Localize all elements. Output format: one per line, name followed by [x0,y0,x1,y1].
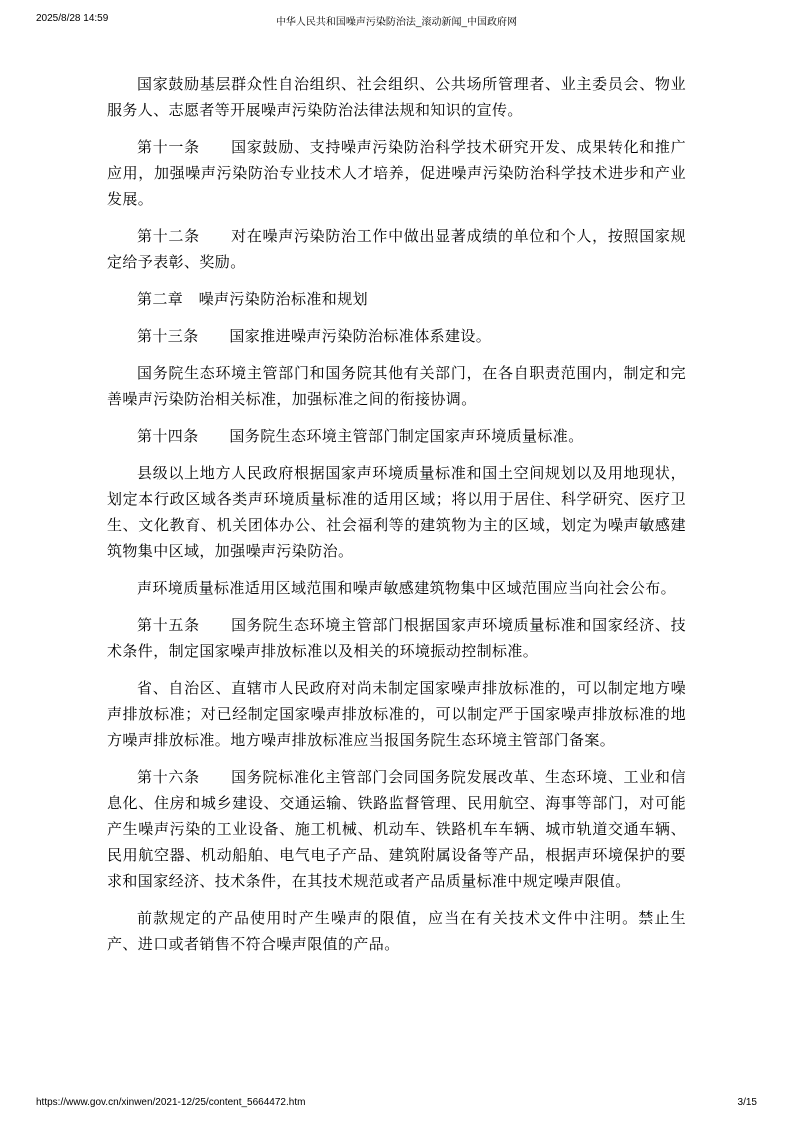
document-body [107,72,686,969]
paragraph: 第十五条 国务院生态环境主管部门根据国家声环境质量标准和国家经济、技术条件，制定国家噪声排放标准以及相关的环境振动控制标准。 [107,618,686,660]
paragraph: 声环境质量标准适用区域范围和噪声敏感建筑物集中区域范围应当向社会公布。 [137,581,677,597]
paragraph: 第十四条 国务院生态环境主管部门制定国家声环境质量标准。 [137,429,584,445]
paragraph: 第二章 噪声污染防治标准和规划 [137,292,369,308]
print-header [36,13,757,27]
paragraph: 县级以上地方人民政府根据国家声环境质量标准和国土空间规划以及用地现状，划定本行政区域各类声环境质量标准的适用区域；将以用于居住、科学研究、医疗卫生、文化教育、机关团体办公、社会福利等的建筑物为主的区域，划定为噪声敏感建筑物集中区域，加强噪声污染防治。 [107,466,686,560]
paragraph: 第十一条 国家鼓励、支持噪声污染防治科学技术研究开发、成果转化和推广应用，加强噪声污染防治专业技术人才培养，促进噪声污染防治科学技术进步和产业发展。 [107,140,686,208]
paragraph: 前款规定的产品使用时产生噪声的限值，应当在有关技术文件中注明。禁止生产、进口或者销售不符合噪声限值的产品。 [107,911,686,953]
print-datetime: 2025/8/28 14:59 [36,13,109,24]
paragraph: 第十二条 对在噪声污染防治工作中做出显著成绩的单位和个人，按照国家规定给予表彰、奖励。 [107,229,686,271]
paragraph: 第十六条 国务院标准化主管部门会同国务院发展改革、生态环境、工业和信息化、住房和城乡建设、交通运输、铁路监督管理、民用航空、海事等部门，对可能产生噪声污染的工业设备、施工机械、机动车、铁路机车车辆、城市轨道交通车辆、民用航空器、机动船舶、电气电子产品、建筑附属设备等产品，根据声环境保护的要求和国家经济、技术条件，在其技术规范或者产品质量标准中规定噪声限值。 [107,770,686,890]
paragraph: 国务院生态环境主管部门和国务院其他有关部门，在各自职责范围内，制定和完善噪声污染防治相关标准，加强标准之间的衔接协调。 [107,366,686,408]
paragraph: 国家鼓励基层群众性自治组织、社会组织、公共场所管理者、业主委员会、物业服务人、志愿者等开展噪声污染防治法律法规和知识的宣传。 [107,77,686,119]
print-document-title: 中华人民共和国噪声污染防治法_滚动新闻_中国政府网 [275,17,518,28]
paragraph: 第十三条 国家推进噪声污染防治标准体系建设。 [137,329,492,345]
paragraph: 省、自治区、直辖市人民政府对尚未制定国家噪声排放标准的，可以制定地方噪声排放标准；对已经制定国家噪声排放标准的，可以制定严于国家噪声排放标准的地方噪声排放标准。地方噪声排放标准应当报国务院生态环境主管部门备案。 [107,681,686,749]
source-url: https://www.gov.cn/xinwen/2021-12/25/content_5664472.htm [36,1097,306,1108]
print-footer [36,1097,757,1108]
page-number: 3/15 [737,1097,757,1108]
